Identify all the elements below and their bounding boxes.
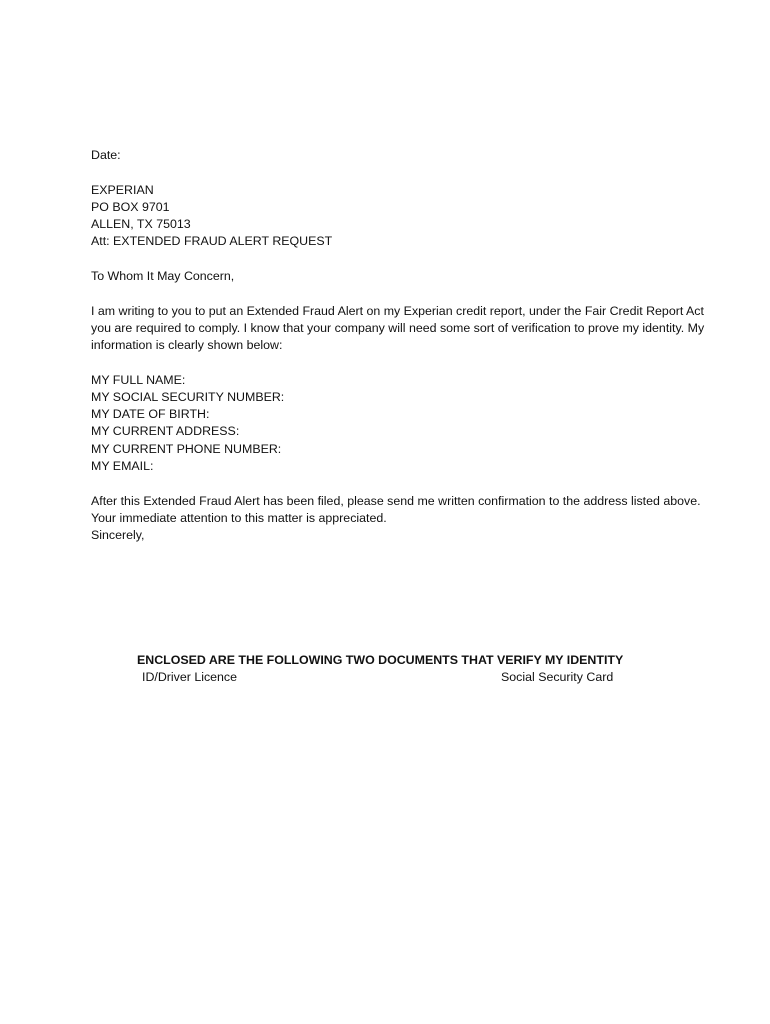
closing-line: After this Extended Fraud Alert has been filed, please send me written confirmation to the address listed above. bbox=[91, 493, 701, 508]
closing-line: Your immediate attention to this matter is appreciated. bbox=[91, 510, 387, 525]
sign-off: Sincerely, bbox=[91, 527, 145, 542]
enclosed-documents-list bbox=[137, 669, 657, 687]
recipient-address bbox=[91, 182, 731, 251]
field-full-name: MY FULL NAME: bbox=[91, 372, 186, 387]
intro-line: you are required to comply. I know that your company will need some sort of verification to prove my identity. My bbox=[91, 320, 705, 335]
date-label: Date: bbox=[91, 148, 121, 162]
intro-paragraph bbox=[91, 303, 731, 355]
recipient-name: EXPERIAN bbox=[91, 182, 154, 197]
letter-body bbox=[91, 147, 731, 562]
enclosed-documents-section bbox=[137, 652, 657, 687]
field-phone-number: MY CURRENT PHONE NUMBER: bbox=[91, 441, 282, 456]
intro-line: I am writing to you to put an Extended Fraud Alert on my Experian credit report, under the Fair Credit Report Act bbox=[91, 303, 704, 318]
field-date-of-birth: MY DATE OF BIRTH: bbox=[91, 407, 210, 422]
field-current-address: MY CURRENT ADDRESS: bbox=[91, 424, 240, 439]
closing-paragraph bbox=[91, 493, 731, 545]
document-id-driver-licence: ID/Driver Licence bbox=[142, 670, 238, 685]
salutation-block bbox=[91, 268, 731, 285]
document-social-security-card: Social Security Card bbox=[501, 670, 614, 685]
date-block bbox=[91, 147, 731, 164]
recipient-po-box: PO BOX 9701 bbox=[91, 199, 170, 214]
field-ssn: MY SOCIAL SECURITY NUMBER: bbox=[91, 390, 285, 405]
enclosed-heading: ENCLOSED ARE THE FOLLOWING TWO DOCUMENTS THAT VERIFY MY IDENTITY bbox=[137, 653, 624, 667]
identity-fields bbox=[91, 372, 731, 475]
recipient-city: ALLEN, TX 75013 bbox=[91, 217, 191, 232]
salutation: To Whom It May Concern, bbox=[91, 269, 235, 284]
recipient-attention: Att: EXTENDED FRAUD ALERT REQUEST bbox=[91, 234, 333, 249]
field-email: MY EMAIL: bbox=[91, 458, 154, 473]
intro-line: information is clearly shown below: bbox=[91, 338, 283, 353]
